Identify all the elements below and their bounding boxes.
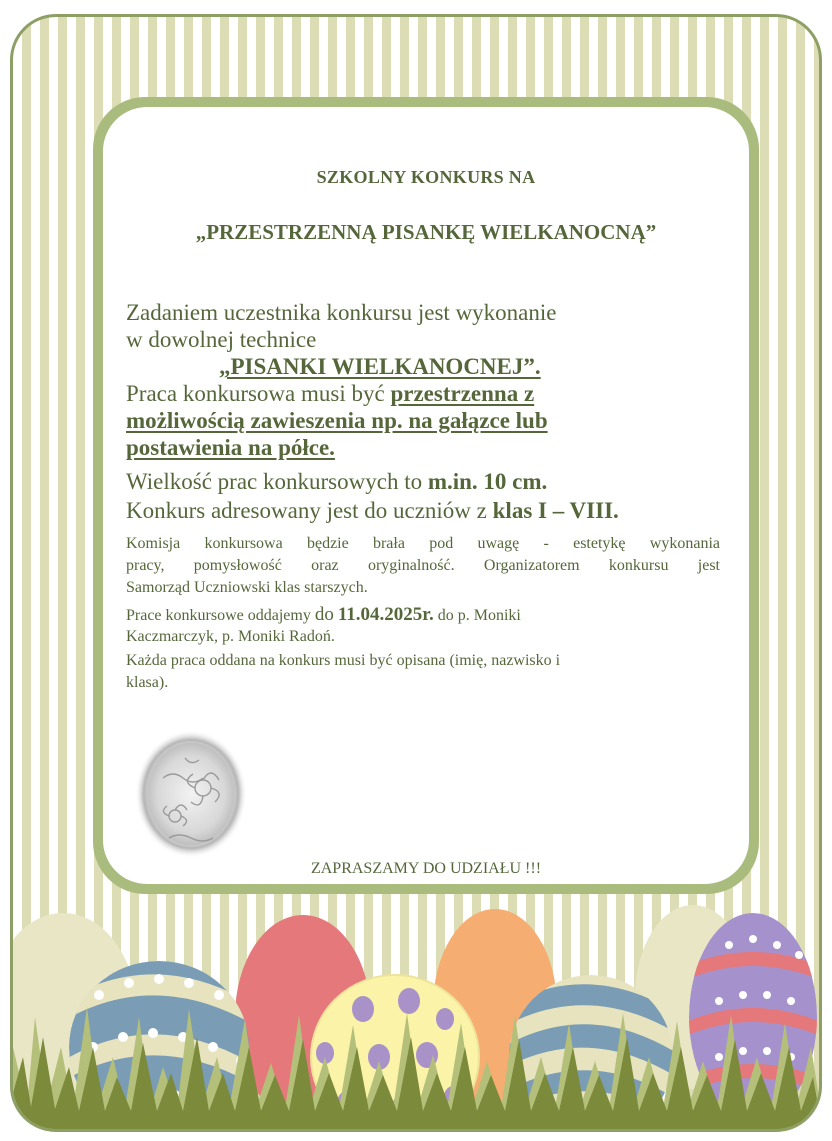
content-frame — [93, 97, 759, 894]
label-line-2: klasa). — [126, 674, 169, 691]
size-line — [126, 469, 547, 495]
label-line-1: Każda praca oddana na konkurs musi być opisana (imię, nazwisko i — [126, 652, 561, 669]
audience-classes: klas I – VIII. — [492, 498, 619, 523]
requirement-highlight: przestrzenna z — [390, 381, 535, 406]
deadline-text: Prace konkursowe oddajemy — [126, 607, 315, 624]
recipients-line: Kaczmarczyk, p. Moniki Radoń. — [126, 628, 335, 645]
requirement-text: Praca konkursowa musi być — [126, 381, 391, 406]
audience-text: Konkurs adresowany jest do uczniów z — [126, 498, 493, 523]
jury-line-2: pracy, pomysłowość oraz oryginalność. Organizatorem konkursu jest — [126, 557, 720, 574]
ornament-egg-image — [133, 728, 249, 860]
deadline-line — [126, 604, 521, 626]
size-text: Wielkość prac konkursowych to — [126, 469, 428, 494]
deadline-date: 11.04.2025r. — [337, 604, 434, 625]
requirement-line-2: możliwością zawieszenia np. na gałązce lub — [126, 408, 548, 433]
easter-eggs-illustration — [13, 897, 819, 1129]
deadline-do: do — [314, 604, 334, 625]
contest-title: „PRZESTRZENNĄ PISANKĘ WIELKANOCNĄ” — [195, 220, 657, 244]
task-line-1: Zadaniem uczestnika konkursu jest wykonanie — [126, 300, 557, 325]
task-line-2: w dowolnej technice — [126, 327, 317, 352]
requirement-line-3: postawienia na półce. — [126, 435, 335, 460]
invitation-footer: ZAPRASZAMY DO UDZIAŁU !!! — [310, 860, 542, 877]
deadline-recipient: do p. Moniki — [433, 607, 521, 624]
poster — [10, 14, 822, 1132]
audience-line — [126, 498, 619, 524]
requirement-line-1 — [126, 381, 534, 407]
organizer-line: Samorząd Uczniowski klas starszych. — [126, 579, 368, 596]
content-card — [103, 107, 749, 884]
jury-line-1: Komisja konkursowa będzie brała pod uwagę - estetykę wykonania — [126, 535, 720, 552]
task-object: „PISANKI WIELKANOCNEJ”. — [219, 354, 541, 379]
size-value: m.in. 10 cm. — [427, 469, 548, 494]
contest-heading: SZKOLNY KONKURS NA — [316, 167, 536, 187]
